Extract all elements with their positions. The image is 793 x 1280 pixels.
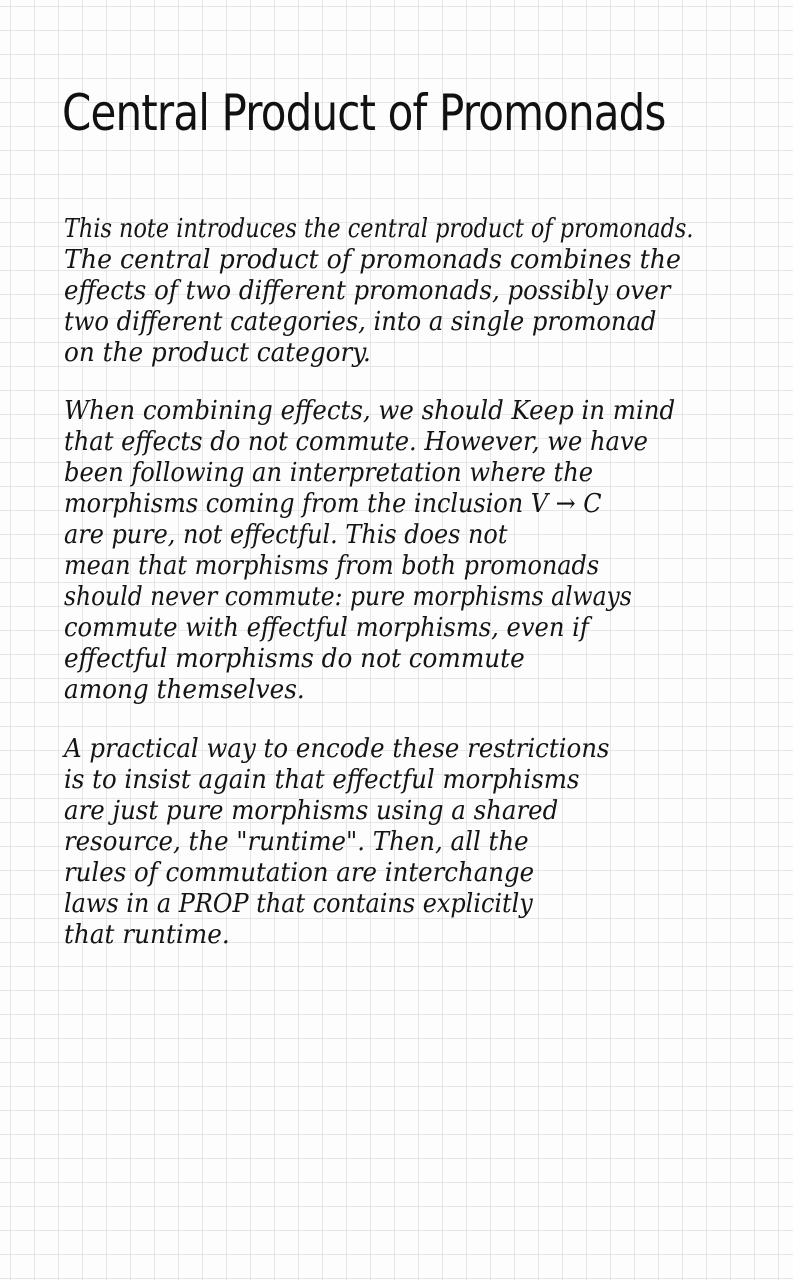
text-line: When combining effects, we should Keep in mind xyxy=(64,396,676,426)
text-line: rules of commutation are interchange xyxy=(64,858,535,888)
text-line: should never commute: pure morphisms always xyxy=(64,582,632,612)
text-line: are pure, not effectful. This does not xyxy=(64,520,508,550)
text-line: commute with effectful morphisms, even if xyxy=(64,613,589,643)
text-line: that runtime. xyxy=(64,920,230,950)
text-line: The central product of promonads combines the xyxy=(64,245,681,275)
text-line: laws in a PROP that contains explicitly xyxy=(64,889,533,919)
text-line: morphisms coming from the inclusion V → C xyxy=(64,489,602,519)
text-line: been following an interpretation where the xyxy=(64,458,594,488)
page-title: Central Product of Promonads xyxy=(62,84,666,142)
text-line: effects of two different promonads, possibly over xyxy=(64,276,671,306)
paragraph-intro xyxy=(64,214,744,369)
paragraph-runtime xyxy=(64,734,744,951)
text-line: among themselves. xyxy=(64,675,305,705)
text-line: effectful morphisms do not commute xyxy=(64,644,525,674)
text-line: A practical way to encode these restrictions xyxy=(64,734,610,764)
text-line: two different categories, into a single promonad xyxy=(64,307,657,337)
text-line: mean that morphisms from both promonads xyxy=(64,551,600,581)
text-line: resource, the "runtime". Then, all the xyxy=(64,827,529,857)
text-line: on the product category. xyxy=(64,338,371,368)
text-line: are just pure morphisms using a shared xyxy=(64,796,559,826)
text-line: that effects do not commute. However, we have xyxy=(64,427,648,457)
paragraph-effects xyxy=(64,396,744,706)
text-line: is to insist again that effectful morphisms xyxy=(64,765,580,795)
text-line: This note introduces the central product of promonads. xyxy=(64,214,694,244)
